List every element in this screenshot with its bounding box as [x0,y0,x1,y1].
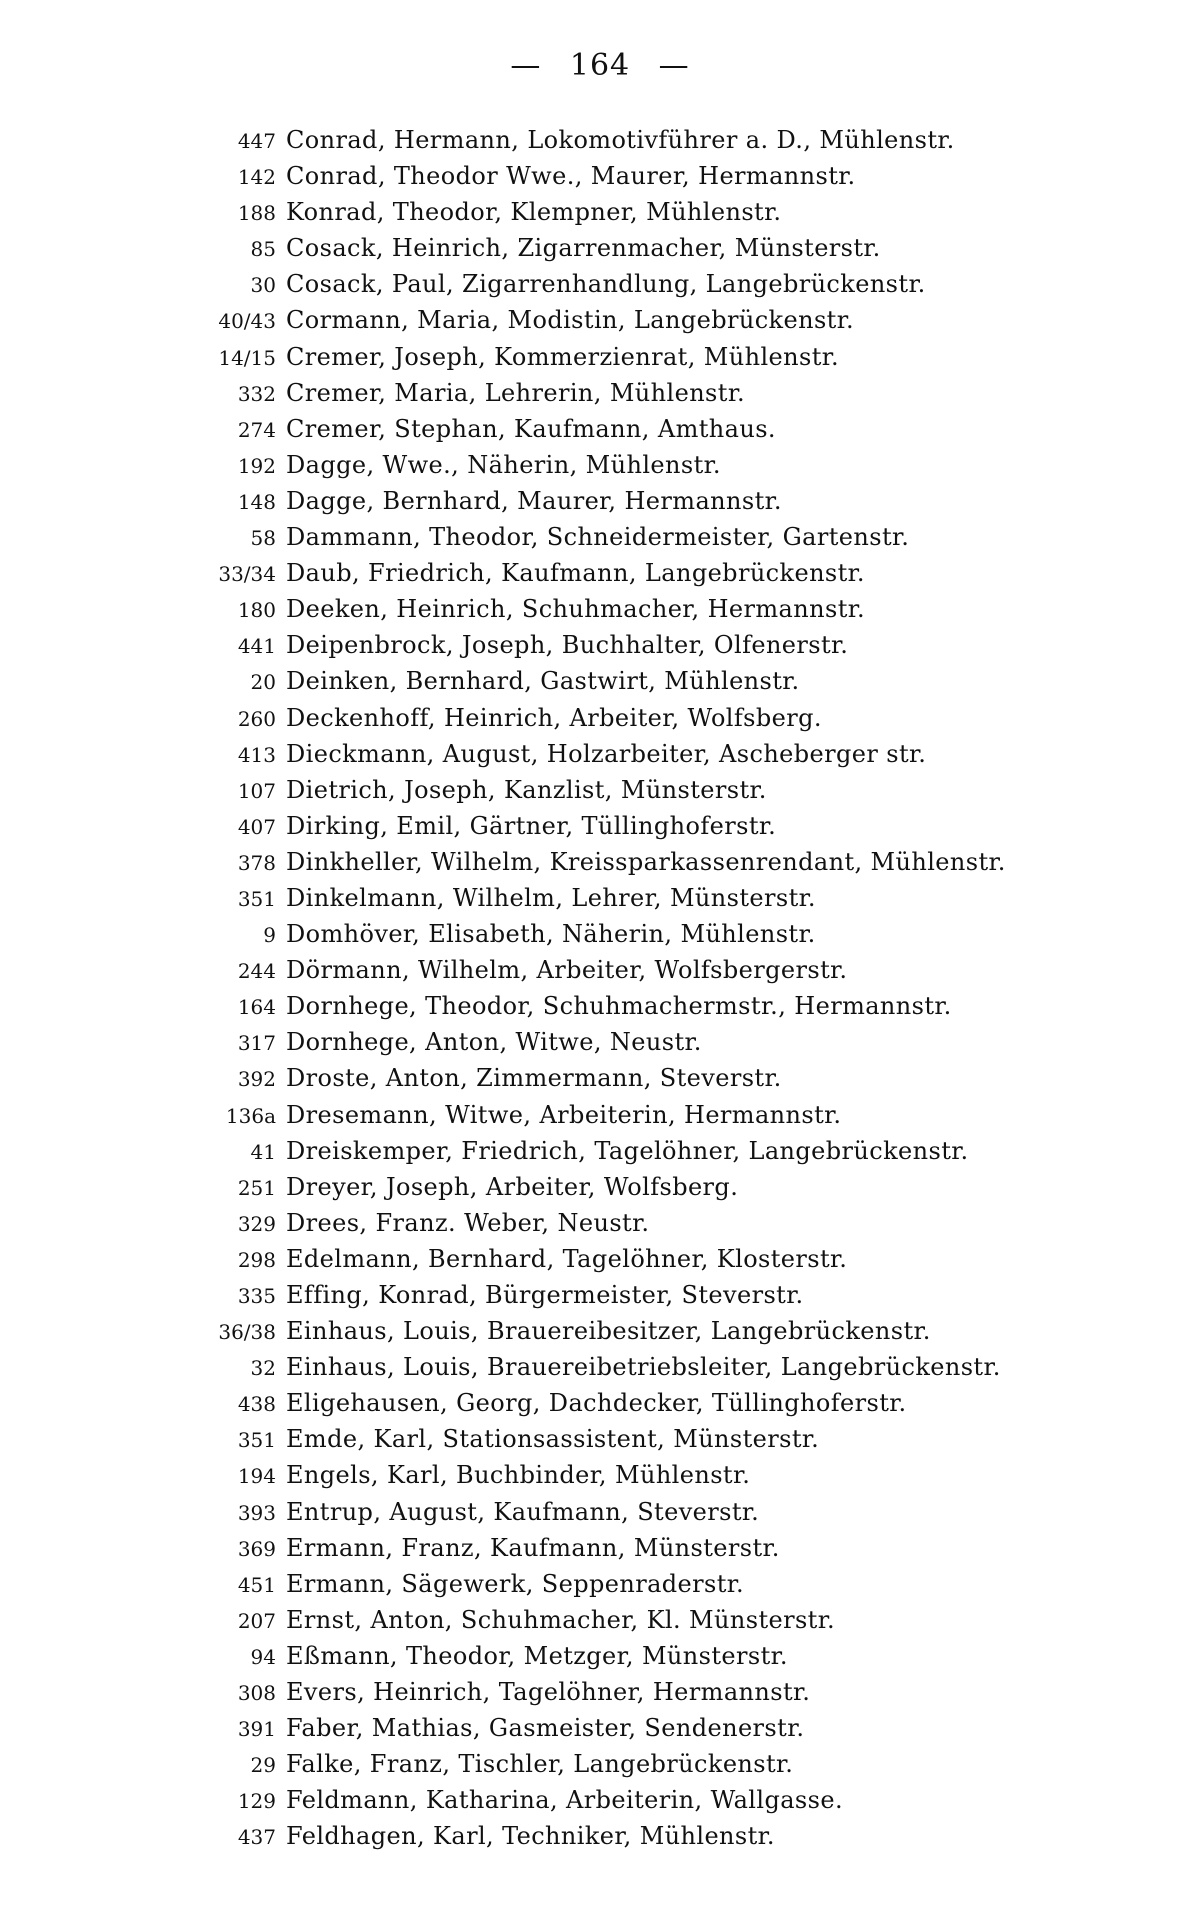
entry-text: Edelmann, Bernhard, Tagelöhner, Klosterstr. [286,1244,848,1273]
directory-entry [200,956,1040,992]
entry-text: Dieckmann, August, Holzarbeiter, Ascheberger str. [286,739,927,768]
house-number: 438 [237,1392,276,1417]
entry-text: Einhaus, Louis, Brauereibesitzer, Langebrückenstr. [286,1317,931,1346]
entry-text: Dagge, Bernhard, Maurer, Hermannstr. [286,486,782,515]
entry-text: Ermann, Franz, Kaufmann, Münsterstr. [286,1533,780,1562]
directory-entry [200,306,1040,342]
directory-entry [200,1498,1040,1534]
directory-entry [200,343,1040,379]
directory-entry [200,1750,1040,1786]
house-number: 41 [250,1139,276,1164]
house-number: 180 [237,598,276,623]
directory-entry [200,198,1040,234]
house-number: 378 [237,850,276,875]
directory-entries [200,126,1040,1859]
entry-text: Falke, Franz, Tischler, Langebrückenstr. [286,1750,794,1779]
directory-entry [200,740,1040,776]
entry-text: Ermann, Sägewerk, Seppenraderstr. [286,1569,745,1598]
house-number: 451 [237,1572,276,1597]
house-number: 391 [237,1717,276,1742]
entry-text: Cremer, Maria, Lehrerin, Mühlenstr. [286,378,746,407]
directory-entry [200,992,1040,1028]
house-number: 14/15 [218,345,276,370]
house-number: 335 [237,1284,276,1308]
directory-entry [200,812,1040,848]
directory-entry [200,1173,1040,1209]
directory-entry [200,1425,1040,1461]
house-number: 244 [237,959,276,984]
entry-text: Conrad, Hermann, Lokomotivführer a. D., Mühlenstr. [286,126,955,154]
directory-entry [200,162,1040,198]
house-number: 192 [237,453,276,478]
directory-entry [200,559,1040,595]
house-number: 407 [237,814,276,839]
entry-text: Deipenbrock, Joseph, Buchhalter, Olfenerstr. [286,631,849,660]
directory-entry [200,1281,1040,1317]
entry-text: Deeken, Heinrich, Schuhmacher, Hermannstr. [286,595,866,624]
house-number: 207 [237,1608,276,1633]
directory-entry [200,1534,1040,1570]
entry-text: Cosack, Heinrich, Zigarrenmacher, Münsterstr. [286,234,881,263]
directory-entry [200,1353,1040,1389]
entry-text: Konrad, Theodor, Klempner, Mühlenstr. [286,198,782,227]
directory-entry [200,667,1040,703]
house-number: 29 [250,1753,276,1778]
entry-text: Domhöver, Elisabeth, Näherin, Mühlenstr. [286,920,816,949]
house-number: 447 [237,129,276,153]
entry-text: Feldmann, Katharina, Arbeiterin, Wallgasse. [286,1786,843,1815]
house-number: 148 [237,489,276,514]
entry-text: Dörmann, Wilhelm, Arbeiter, Wolfsbergerstr. [286,956,848,985]
house-number: 40/43 [218,309,276,334]
directory-entry [200,1245,1040,1281]
house-number: 251 [237,1175,276,1200]
house-number: 308 [237,1681,276,1706]
house-number: 85 [250,237,276,262]
entry-text: Engels, Karl, Buchbinder, Mühlenstr. [286,1461,751,1490]
directory-entry [200,1678,1040,1714]
house-number: 58 [250,526,276,551]
entry-text: Deckenhoff, Heinrich, Arbeiter, Wolfsberg. [286,703,822,732]
house-number: 351 [237,1428,276,1453]
entry-text: Emde, Karl, Stationsassistent, Münsterstr. [286,1425,820,1454]
house-number: 33/34 [218,562,276,587]
directory-entry [200,379,1040,415]
entry-text: Effing, Konrad, Bürgermeister, Steverstr. [286,1281,804,1309]
house-number: 107 [237,778,276,803]
directory-entry [200,631,1040,667]
house-number: 441 [237,634,276,659]
entry-text: Feldhagen, Karl, Techniker, Mühlenstr. [286,1822,775,1851]
directory-entry [200,1822,1040,1858]
directory-entry [200,704,1040,740]
house-number: 392 [237,1067,276,1092]
entry-text: Daub, Friedrich, Kaufmann, Langebrückenstr. [286,559,865,588]
directory-entry [200,487,1040,523]
house-number: 437 [237,1825,276,1850]
directory-entry [200,1642,1040,1678]
house-number: 369 [237,1536,276,1561]
entry-text: Dornhege, Theodor, Schuhmachermstr., Hermannstr. [286,992,952,1021]
entry-text: Dornhege, Anton, Witwe, Neustr. [286,1028,702,1057]
entry-text: Dresemann, Witwe, Arbeiterin, Hermannstr. [286,1100,842,1129]
entry-text: Cormann, Maria, Modistin, Langebrückenstr. [286,306,854,335]
directory-entry [200,1101,1040,1137]
house-number: 188 [237,201,276,226]
entry-text: Dreyer, Joseph, Arbeiter, Wolfsberg. [286,1172,739,1201]
page-number: 164 [569,48,631,83]
directory-entry [200,884,1040,920]
directory-entry [200,776,1040,812]
house-number: 36/38 [218,1320,276,1345]
directory-entry [200,1028,1040,1064]
entry-text: Ernst, Anton, Schuhmacher, Kl. Münsterstr. [286,1605,835,1634]
directory-entry [200,848,1040,884]
directory-entry [200,1137,1040,1173]
entry-text: Dietrich, Joseph, Kanzlist, Münsterstr. [286,775,767,804]
house-number: 351 [237,886,276,911]
directory-entry [200,451,1040,487]
entry-text: Cremer, Stephan, Kaufmann, Amthaus. [286,414,776,443]
entry-text: Dinkheller, Wilhelm, Kreissparkassenrendant, Mühlenstr. [286,847,1006,876]
directory-entry [200,1064,1040,1100]
directory-entry [200,1570,1040,1606]
entry-text: Cremer, Joseph, Kommerzienrat, Mühlenstr. [286,342,840,371]
entry-text: Dinkelmann, Wilhelm, Lehrer, Münsterstr. [286,883,816,912]
entry-text: Drees, Franz. Weber, Neustr. [286,1208,650,1237]
header-dash-left: — [510,48,542,83]
house-number: 20 [250,670,276,695]
directory-entry [200,1786,1040,1822]
house-number: 332 [237,381,276,406]
house-number: 32 [250,1356,276,1381]
entry-text: Dreiskemper, Friedrich, Tagelöhner, Langebrückenstr. [286,1136,969,1165]
header-dash-right: — [658,48,690,83]
house-number: 413 [237,742,276,767]
house-number: 298 [237,1247,276,1272]
house-number: 30 [250,273,276,298]
house-number: 94 [250,1644,276,1669]
entry-text: Deinken, Bernhard, Gastwirt, Mühlenstr. [286,667,800,696]
house-number: 274 [237,417,276,442]
house-number: 142 [237,165,276,190]
house-number: 136a [225,1103,276,1128]
entry-text: Dirking, Emil, Gärtner, Tüllinghoferstr. [286,811,777,840]
entry-text: Entrup, August, Kaufmann, Steverstr. [286,1497,760,1526]
directory-entry [200,234,1040,270]
entry-text: Droste, Anton, Zimmermann, Steverstr. [286,1064,782,1093]
house-number: 164 [237,995,276,1020]
page-header [0,48,1200,83]
house-number: 260 [237,706,276,731]
directory-entry [200,1389,1040,1425]
directory-entry [200,1714,1040,1750]
house-number: 9 [263,923,276,948]
entry-text: Dammann, Theodor, Schneidermeister, Gartenstr. [286,523,910,552]
directory-entry [200,1317,1040,1353]
directory-entry [200,920,1040,956]
directory-entry [200,595,1040,631]
house-number: 194 [237,1464,276,1489]
entry-text: Eligehausen, Georg, Dachdecker, Tüllinghoferstr. [286,1389,907,1418]
directory-entry [200,270,1040,306]
house-number: 329 [237,1211,276,1236]
entry-text: Cosack, Paul, Zigarrenhandlung, Langebrückenstr. [286,270,926,299]
house-number: 317 [237,1031,276,1056]
entry-text: Evers, Heinrich, Tagelöhner, Hermannstr. [286,1678,811,1707]
directory-entry [200,1461,1040,1497]
house-number: 129 [237,1789,276,1814]
entry-text: Einhaus, Louis, Brauereibetriebsleiter, Langebrückenstr. [286,1353,1001,1382]
entry-text: Conrad, Theodor Wwe., Maurer, Hermannstr. [286,162,856,191]
directory-entry [200,1209,1040,1245]
entry-text: Faber, Mathias, Gasmeister, Sendenerstr. [286,1714,805,1743]
directory-entry [200,415,1040,451]
entry-text: Eßmann, Theodor, Metzger, Münsterstr. [286,1641,788,1670]
directory-entry [200,523,1040,559]
house-number: 393 [237,1500,276,1525]
directory-entry [200,126,1040,162]
directory-entry [200,1606,1040,1642]
entry-text: Dagge, Wwe., Näherin, Mühlenstr. [286,450,721,479]
